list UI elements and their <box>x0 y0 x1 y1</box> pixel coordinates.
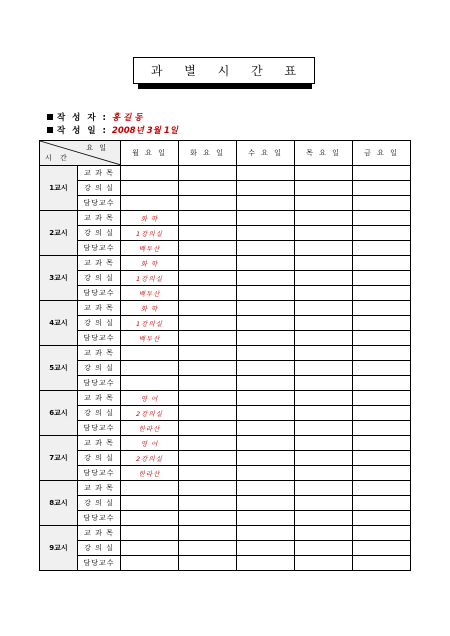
author-label: 작 성 자 : <box>57 113 108 123</box>
cell-thu-professor[interactable] <box>295 466 353 481</box>
table-row <box>40 496 411 511</box>
date-value: 2008년 3월 1일 <box>111 126 178 136</box>
cell-thu-professor[interactable] <box>295 556 353 571</box>
cell-fri-room[interactable] <box>353 271 411 286</box>
cell-thu-room[interactable] <box>295 496 353 511</box>
cell-mon-room[interactable]: 2강의실 <box>121 451 179 466</box>
bullet-square-icon <box>47 114 53 120</box>
cell-mon-professor[interactable]: 백두산 <box>121 241 179 256</box>
cell-thu-professor[interactable] <box>295 286 353 301</box>
table-row <box>40 316 411 331</box>
cell-tue-subject[interactable] <box>179 346 237 361</box>
cell-tue-room[interactable] <box>179 316 237 331</box>
field-label-room: 강 의 실 <box>78 226 121 241</box>
cell-mon-subject[interactable]: 화 학 <box>121 256 179 271</box>
field-label-subject: 교 과 목 <box>78 481 121 496</box>
cell-tue-subject[interactable] <box>179 526 237 541</box>
period-label: 9교시 <box>40 526 78 571</box>
cell-wed-room[interactable] <box>237 226 295 241</box>
table-row <box>40 556 411 571</box>
table-row <box>40 286 411 301</box>
cell-mon-room[interactable]: 1강의실 <box>121 226 179 241</box>
cell-tue-room[interactable] <box>179 496 237 511</box>
field-label-professor: 담당교수 <box>78 241 121 256</box>
table-row <box>40 361 411 376</box>
cell-thu-room[interactable] <box>295 316 353 331</box>
cell-mon-room[interactable] <box>121 496 179 511</box>
cell-fri-room[interactable] <box>353 496 411 511</box>
timetable-body <box>40 166 411 571</box>
cell-fri-professor[interactable] <box>353 466 411 481</box>
cell-wed-professor[interactable] <box>237 466 295 481</box>
cell-tue-professor[interactable] <box>179 556 237 571</box>
cell-thu-room[interactable] <box>295 271 353 286</box>
cell-mon-professor[interactable] <box>121 511 179 526</box>
cell-wed-subject[interactable] <box>237 301 295 316</box>
day-header-thu: 목 요 일 <box>295 141 353 166</box>
cell-thu-professor[interactable] <box>295 196 353 211</box>
period-label: 4교시 <box>40 301 78 346</box>
field-label-subject: 교 과 목 <box>78 436 121 451</box>
day-header-fri: 금 요 일 <box>353 141 411 166</box>
cell-wed-room[interactable] <box>237 271 295 286</box>
date-label: 작 성 일 : <box>57 126 108 136</box>
field-label-room: 강 의 실 <box>78 361 121 376</box>
cell-wed-professor[interactable] <box>237 286 295 301</box>
cell-tue-room[interactable] <box>179 181 237 196</box>
cell-mon-professor[interactable] <box>121 376 179 391</box>
title-block <box>133 57 311 88</box>
cell-mon-subject[interactable] <box>121 346 179 361</box>
cell-fri-subject[interactable] <box>353 166 411 181</box>
cell-wed-room[interactable] <box>237 496 295 511</box>
cell-fri-subject[interactable] <box>353 256 411 271</box>
cell-mon-subject[interactable] <box>121 481 179 496</box>
cell-fri-room[interactable] <box>353 451 411 466</box>
period-label: 5교시 <box>40 346 78 391</box>
field-label-professor: 담당교수 <box>78 466 121 481</box>
cell-wed-subject[interactable] <box>237 166 295 181</box>
cell-fri-subject[interactable] <box>353 391 411 406</box>
cell-fri-professor[interactable] <box>353 196 411 211</box>
cell-wed-subject[interactable] <box>237 481 295 496</box>
cell-fri-professor[interactable] <box>353 331 411 346</box>
cell-wed-room[interactable] <box>237 541 295 556</box>
cell-mon-professor[interactable]: 한라산 <box>121 466 179 481</box>
cell-fri-subject[interactable] <box>353 301 411 316</box>
date-line <box>47 124 178 136</box>
cell-fri-subject[interactable] <box>353 346 411 361</box>
cell-fri-professor[interactable] <box>353 421 411 436</box>
field-label-subject: 교 과 목 <box>78 391 121 406</box>
cell-thu-subject[interactable] <box>295 481 353 496</box>
table-row <box>40 391 411 406</box>
cell-thu-subject[interactable] <box>295 301 353 316</box>
cell-tue-subject[interactable] <box>179 256 237 271</box>
cell-thu-subject[interactable] <box>295 346 353 361</box>
cell-thu-professor[interactable] <box>295 241 353 256</box>
cell-wed-room[interactable] <box>237 361 295 376</box>
table-row <box>40 331 411 346</box>
cell-tue-professor[interactable] <box>179 331 237 346</box>
cell-fri-room[interactable] <box>353 181 411 196</box>
table-row <box>40 466 411 481</box>
table-row <box>40 376 411 391</box>
cell-mon-room[interactable] <box>121 541 179 556</box>
cell-thu-room[interactable] <box>295 451 353 466</box>
cell-wed-subject[interactable] <box>237 211 295 226</box>
table-row <box>40 451 411 466</box>
table-row <box>40 541 411 556</box>
cell-fri-professor[interactable] <box>353 241 411 256</box>
cell-fri-room[interactable] <box>353 226 411 241</box>
cell-thu-professor[interactable] <box>295 511 353 526</box>
field-label-professor: 담당교수 <box>78 421 121 436</box>
cell-mon-subject[interactable] <box>121 166 179 181</box>
cell-thu-room[interactable] <box>295 226 353 241</box>
day-header-mon: 월 요 일 <box>121 141 179 166</box>
field-label-room: 강 의 실 <box>78 451 121 466</box>
bullet-square-icon <box>47 127 53 133</box>
period-label: 6교시 <box>40 391 78 436</box>
corner-time-label: 시 간 <box>45 154 70 162</box>
cell-wed-professor[interactable] <box>237 331 295 346</box>
cell-tue-professor[interactable] <box>179 196 237 211</box>
field-label-subject: 교 과 목 <box>78 301 121 316</box>
cell-wed-room[interactable] <box>237 181 295 196</box>
cell-wed-professor[interactable] <box>237 511 295 526</box>
cell-wed-room[interactable] <box>237 406 295 421</box>
corner-day-label: 요 일 <box>86 144 108 152</box>
cell-mon-room[interactable]: 2강의실 <box>121 406 179 421</box>
cell-wed-professor[interactable] <box>237 241 295 256</box>
field-label-subject: 교 과 목 <box>78 256 121 271</box>
cell-thu-subject[interactable] <box>295 391 353 406</box>
cell-fri-room[interactable] <box>353 361 411 376</box>
cell-tue-professor[interactable] <box>179 511 237 526</box>
cell-tue-professor[interactable] <box>179 466 237 481</box>
page-title: 과 별 시 간 표 <box>133 57 315 84</box>
cell-tue-room[interactable] <box>179 226 237 241</box>
cell-tue-room[interactable] <box>179 361 237 376</box>
field-label-room: 강 의 실 <box>78 541 121 556</box>
field-label-room: 강 의 실 <box>78 271 121 286</box>
period-label: 1교시 <box>40 166 78 211</box>
cell-fri-subject[interactable] <box>353 526 411 541</box>
field-label-professor: 담당교수 <box>78 286 121 301</box>
field-label-professor: 담당교수 <box>78 376 121 391</box>
cell-tue-subject[interactable] <box>179 301 237 316</box>
cell-wed-subject[interactable] <box>237 436 295 451</box>
cell-thu-subject[interactable] <box>295 256 353 271</box>
cell-tue-subject[interactable] <box>179 481 237 496</box>
cell-tue-room[interactable] <box>179 541 237 556</box>
cell-wed-professor[interactable] <box>237 376 295 391</box>
table-row <box>40 181 411 196</box>
table-row <box>40 406 411 421</box>
table-row <box>40 511 411 526</box>
cell-wed-subject[interactable] <box>237 526 295 541</box>
cell-tue-room[interactable] <box>179 451 237 466</box>
field-label-subject: 교 과 목 <box>78 211 121 226</box>
cell-mon-professor[interactable]: 백두산 <box>121 331 179 346</box>
field-label-room: 강 의 실 <box>78 496 121 511</box>
header-row <box>40 141 411 166</box>
cell-thu-subject[interactable] <box>295 211 353 226</box>
cell-wed-professor[interactable] <box>237 556 295 571</box>
table-row <box>40 481 411 496</box>
table-row <box>40 421 411 436</box>
cell-fri-subject[interactable] <box>353 481 411 496</box>
cell-wed-subject[interactable] <box>237 391 295 406</box>
cell-thu-professor[interactable] <box>295 421 353 436</box>
field-label-room: 강 의 실 <box>78 406 121 421</box>
cell-thu-subject[interactable] <box>295 436 353 451</box>
table-row <box>40 301 411 316</box>
cell-wed-room[interactable] <box>237 316 295 331</box>
table-row <box>40 436 411 451</box>
field-label-room: 강 의 실 <box>78 181 121 196</box>
field-label-professor: 담당교수 <box>78 511 121 526</box>
field-label-room: 강 의 실 <box>78 316 121 331</box>
cell-thu-subject[interactable] <box>295 166 353 181</box>
cell-mon-professor[interactable] <box>121 556 179 571</box>
cell-tue-professor[interactable] <box>179 286 237 301</box>
cell-thu-professor[interactable] <box>295 376 353 391</box>
cell-mon-subject[interactable]: 화 학 <box>121 211 179 226</box>
day-header-tue: 화 요 일 <box>179 141 237 166</box>
period-label: 8교시 <box>40 481 78 526</box>
cell-wed-professor[interactable] <box>237 196 295 211</box>
day-header-wed: 수 요 일 <box>237 141 295 166</box>
field-label-professor: 담당교수 <box>78 331 121 346</box>
cell-wed-room[interactable] <box>237 451 295 466</box>
field-label-professor: 담당교수 <box>78 556 121 571</box>
cell-wed-professor[interactable] <box>237 421 295 436</box>
cell-fri-room[interactable] <box>353 316 411 331</box>
cell-thu-professor[interactable] <box>295 331 353 346</box>
table-row <box>40 346 411 361</box>
cell-tue-subject[interactable] <box>179 166 237 181</box>
cell-thu-subject[interactable] <box>295 526 353 541</box>
table-row <box>40 166 411 181</box>
cell-tue-subject[interactable] <box>179 436 237 451</box>
cell-fri-subject[interactable] <box>353 211 411 226</box>
cell-mon-professor[interactable]: 백두산 <box>121 286 179 301</box>
table-row <box>40 196 411 211</box>
cell-fri-professor[interactable] <box>353 556 411 571</box>
cell-fri-professor[interactable] <box>353 376 411 391</box>
cell-tue-room[interactable] <box>179 406 237 421</box>
cell-tue-room[interactable] <box>179 271 237 286</box>
table-row <box>40 256 411 271</box>
cell-fri-subject[interactable] <box>353 436 411 451</box>
cell-mon-subject[interactable]: 화 학 <box>121 301 179 316</box>
timetable <box>39 140 411 571</box>
cell-tue-subject[interactable] <box>179 391 237 406</box>
cell-mon-room[interactable] <box>121 361 179 376</box>
cell-tue-professor[interactable] <box>179 376 237 391</box>
period-label: 2교시 <box>40 211 78 256</box>
author-value: 홍 길 동 <box>111 113 143 123</box>
field-label-professor: 담당교수 <box>78 196 121 211</box>
cell-mon-professor[interactable]: 한라산 <box>121 421 179 436</box>
cell-wed-subject[interactable] <box>237 346 295 361</box>
period-label: 7교시 <box>40 436 78 481</box>
cell-thu-room[interactable] <box>295 541 353 556</box>
cell-tue-subject[interactable] <box>179 211 237 226</box>
field-label-subject: 교 과 목 <box>78 346 121 361</box>
table-row <box>40 526 411 541</box>
cell-mon-room[interactable] <box>121 181 179 196</box>
table-row <box>40 241 411 256</box>
period-label: 3교시 <box>40 256 78 301</box>
cell-mon-subject[interactable]: 영 어 <box>121 391 179 406</box>
cell-mon-room[interactable]: 1강의실 <box>121 271 179 286</box>
table-row <box>40 226 411 241</box>
table-row <box>40 211 411 226</box>
cell-mon-subject[interactable]: 영 어 <box>121 436 179 451</box>
cell-thu-room[interactable] <box>295 181 353 196</box>
cell-mon-subject[interactable] <box>121 526 179 541</box>
corner-cell <box>40 141 121 166</box>
cell-wed-subject[interactable] <box>237 256 295 271</box>
table-row <box>40 271 411 286</box>
cell-thu-room[interactable] <box>295 361 353 376</box>
field-label-subject: 교 과 목 <box>78 526 121 541</box>
cell-thu-room[interactable] <box>295 406 353 421</box>
cell-tue-professor[interactable] <box>179 421 237 436</box>
cell-mon-professor[interactable] <box>121 196 179 211</box>
cell-tue-professor[interactable] <box>179 241 237 256</box>
cell-fri-room[interactable] <box>353 541 411 556</box>
field-label-subject: 교 과 목 <box>78 166 121 181</box>
cell-fri-professor[interactable] <box>353 286 411 301</box>
author-line <box>47 111 142 123</box>
cell-fri-professor[interactable] <box>353 511 411 526</box>
cell-fri-room[interactable] <box>353 406 411 421</box>
cell-mon-room[interactable]: 1강의실 <box>121 316 179 331</box>
